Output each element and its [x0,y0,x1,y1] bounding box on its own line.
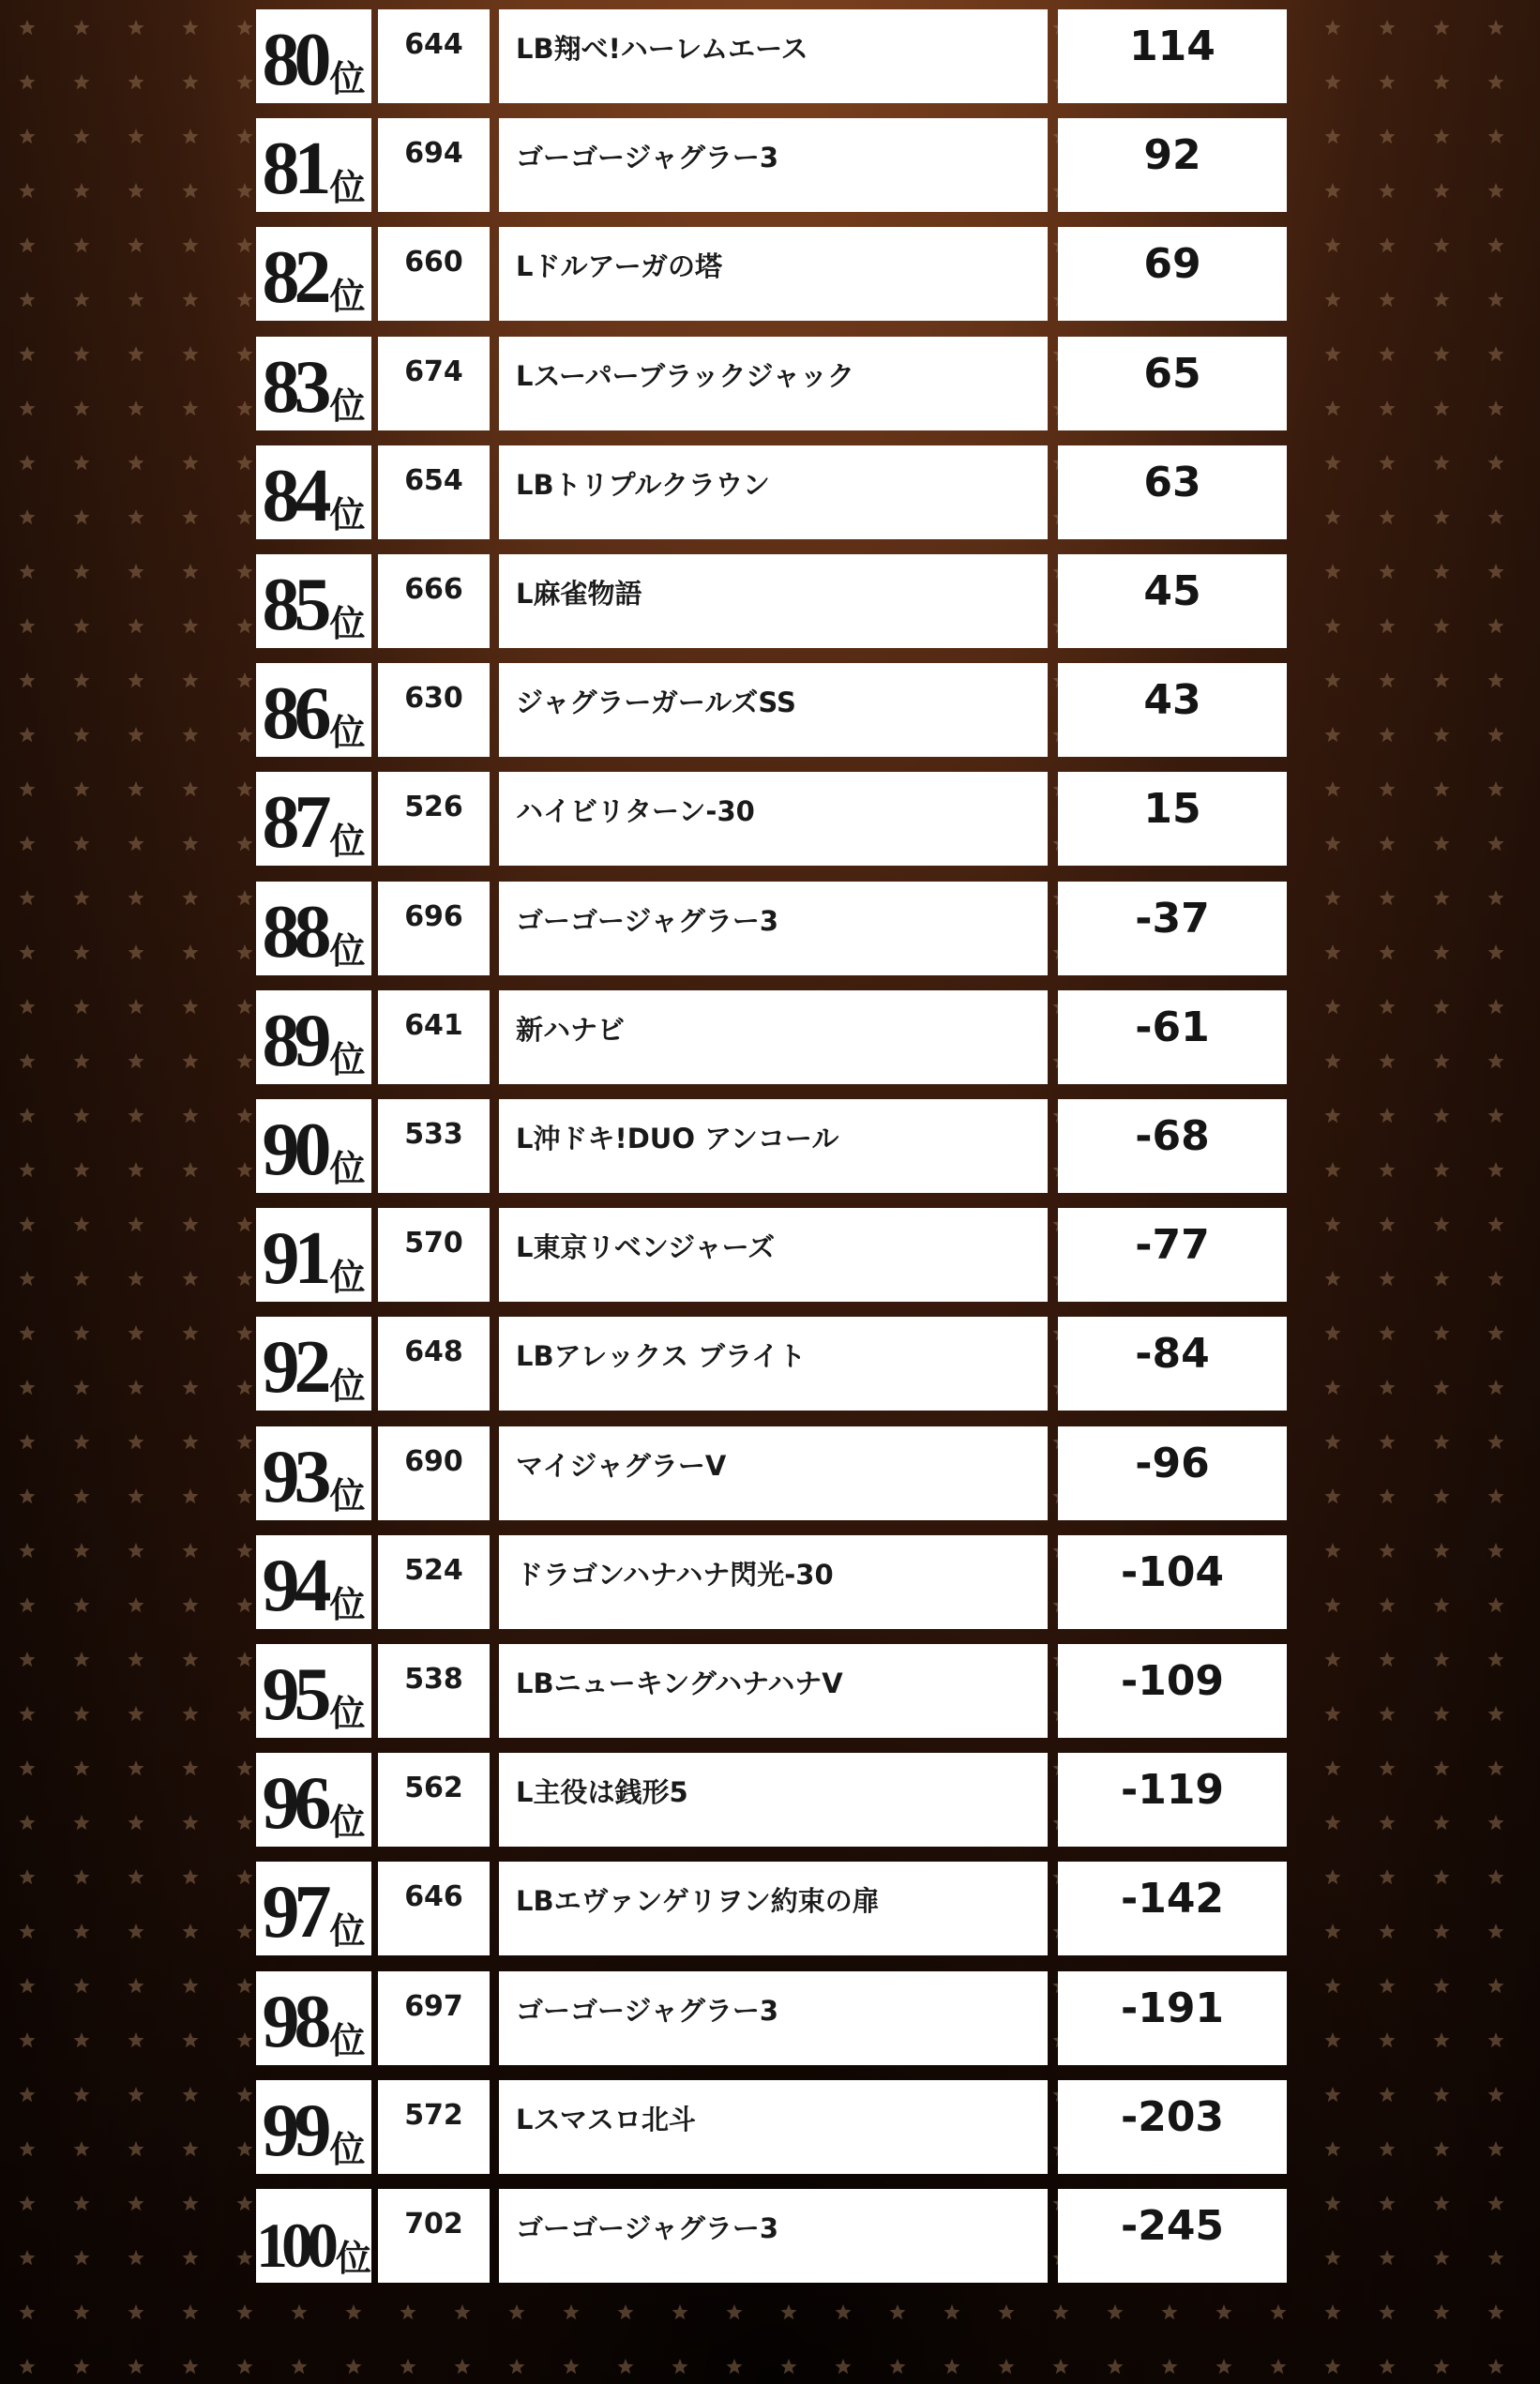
machine-name: Lスーパーブラックジャック [499,337,1048,430]
machine-name: L東京リベンジャーズ [499,1208,1048,1302]
rank-suffix: 位 [329,1695,366,1734]
rank-cell [256,9,371,103]
difference-value: -245 [1058,2189,1287,2283]
difference-value: -96 [1058,1426,1287,1520]
rank-suffix: 位 [329,387,366,427]
machine-name: 新ハナビ [499,990,1048,1084]
rank-number: 89 [262,1000,326,1082]
rank-number: 87 [262,781,326,864]
rank-cell [256,118,371,212]
difference-value: 114 [1058,9,1287,103]
machine-name: Lスマスロ北斗 [499,2080,1048,2174]
machine-name: LBニューキングハナハナV [499,1644,1048,1738]
machine-number: 641 [378,990,490,1084]
machine-name: ジャグラーガールズSS [499,663,1048,757]
rank-cell [256,1644,371,1738]
rank-number: 81 [262,128,326,210]
rank-suffix: 位 [329,169,366,208]
rank-number: 85 [262,564,326,646]
machine-name: ゴーゴージャグラー3 [499,2189,1048,2283]
machine-number: 666 [378,554,490,648]
difference-value: 92 [1058,118,1287,212]
rank-suffix: 位 [329,714,366,753]
machine-number: 690 [378,1426,490,1520]
difference-value: 69 [1058,227,1287,321]
rank-suffix: 位 [329,605,366,644]
rank-cell [256,337,371,430]
difference-value: -68 [1058,1099,1287,1193]
rank-suffix: 位 [329,1477,366,1516]
rank-suffix: 位 [329,1367,366,1407]
rank-suffix: 位 [329,1041,366,1080]
machine-number: 648 [378,1317,490,1411]
rank-suffix: 位 [329,1912,366,1952]
difference-value: -119 [1058,1753,1287,1847]
rank-number: 80 [262,19,326,101]
rank-suffix: 位 [329,1150,366,1189]
difference-value: -142 [1058,1862,1287,1955]
machine-number: 654 [378,445,490,539]
rank-number: 97 [262,1871,326,1954]
difference-value: 65 [1058,337,1287,430]
machine-name: LB翔べ!ハーレムエース [499,9,1048,103]
machine-number: 696 [378,882,490,975]
rank-number: 100 [256,2210,332,2281]
machine-number: 526 [378,772,490,866]
rank-number: 86 [262,672,326,755]
rank-cell [256,1862,371,1955]
machine-number: 644 [378,9,490,103]
machine-number: 646 [378,1862,490,1955]
rank-number: 99 [262,2090,326,2172]
rank-cell [256,1317,371,1411]
rank-suffix: 位 [329,496,366,536]
machine-number: 674 [378,337,490,430]
rank-number: 90 [262,1109,326,1191]
rank-number: 93 [262,1436,326,1518]
machine-number: 538 [378,1644,490,1738]
rank-cell [256,1208,371,1302]
machine-name: Lドルアーガの塔 [499,227,1048,321]
rank-number: 83 [262,346,326,429]
rank-number: 96 [262,1762,326,1845]
difference-value: -37 [1058,882,1287,975]
rank-number: 94 [262,1545,326,1627]
rank-suffix: 位 [329,932,366,972]
rank-number: 82 [262,236,326,319]
rank-suffix: 位 [329,1586,366,1625]
difference-value: 63 [1058,445,1287,539]
difference-value: -84 [1058,1317,1287,1411]
rank-cell [256,2080,371,2174]
machine-number: 630 [378,663,490,757]
rank-suffix: 位 [329,2131,366,2170]
difference-value: -61 [1058,990,1287,1084]
machine-number: 562 [378,1753,490,1847]
rank-suffix: 位 [329,278,366,317]
machine-number: 694 [378,118,490,212]
machine-name: L沖ドキ!DUO アンコール [499,1099,1048,1193]
rank-cell [256,1426,371,1520]
machine-number: 570 [378,1208,490,1302]
difference-value: 15 [1058,772,1287,866]
rank-cell [256,1753,371,1847]
rank-number: 95 [262,1653,326,1736]
machine-name: ゴーゴージャグラー3 [499,1971,1048,2065]
rank-number: 98 [262,1981,326,2063]
difference-value: -203 [1058,2080,1287,2174]
rank-number: 88 [262,891,326,973]
machine-name: ドラゴンハナハナ閃光-30 [499,1535,1048,1629]
rank-number: 92 [262,1326,326,1409]
rank-suffix: 位 [329,1803,366,1843]
rank-cell [256,990,371,1084]
rank-cell [256,227,371,321]
rank-suffix: 位 [336,2240,372,2279]
machine-number: 697 [378,1971,490,2065]
rank-cell [256,1099,371,1193]
machine-number: 524 [378,1535,490,1629]
difference-value: -77 [1058,1208,1287,1302]
machine-number: 660 [378,227,490,321]
machine-number: 572 [378,2080,490,2174]
rank-suffix: 位 [329,1259,366,1298]
difference-value: -109 [1058,1644,1287,1738]
machine-name: LBトリプルクラウン [499,445,1048,539]
machine-name: LBエヴァンゲリヲン約束の扉 [499,1862,1048,1955]
rank-cell [256,1535,371,1629]
difference-value: -104 [1058,1535,1287,1629]
rank-cell [256,2189,371,2283]
rank-cell [256,1971,371,2065]
rank-suffix: 位 [329,822,366,862]
machine-number: 702 [378,2189,490,2283]
machine-name: LBアレックス ブライト [499,1317,1048,1411]
machine-name: マイジャグラーV [499,1426,1048,1520]
rank-cell [256,445,371,539]
machine-number: 533 [378,1099,490,1193]
difference-value: 43 [1058,663,1287,757]
machine-name: ゴーゴージャグラー3 [499,118,1048,212]
rank-number: 91 [262,1217,326,1300]
machine-name: L麻雀物語 [499,554,1048,648]
difference-value: 45 [1058,554,1287,648]
rank-number: 84 [262,455,326,537]
rank-cell [256,882,371,975]
machine-name: ゴーゴージャグラー3 [499,882,1048,975]
rank-suffix: 位 [329,2022,366,2061]
difference-value: -191 [1058,1971,1287,2065]
rank-cell [256,554,371,648]
rank-cell [256,663,371,757]
rank-cell [256,772,371,866]
machine-name: ハイビリターン-30 [499,772,1048,866]
machine-name: L主役は銭形5 [499,1753,1048,1847]
rank-suffix: 位 [329,60,366,99]
